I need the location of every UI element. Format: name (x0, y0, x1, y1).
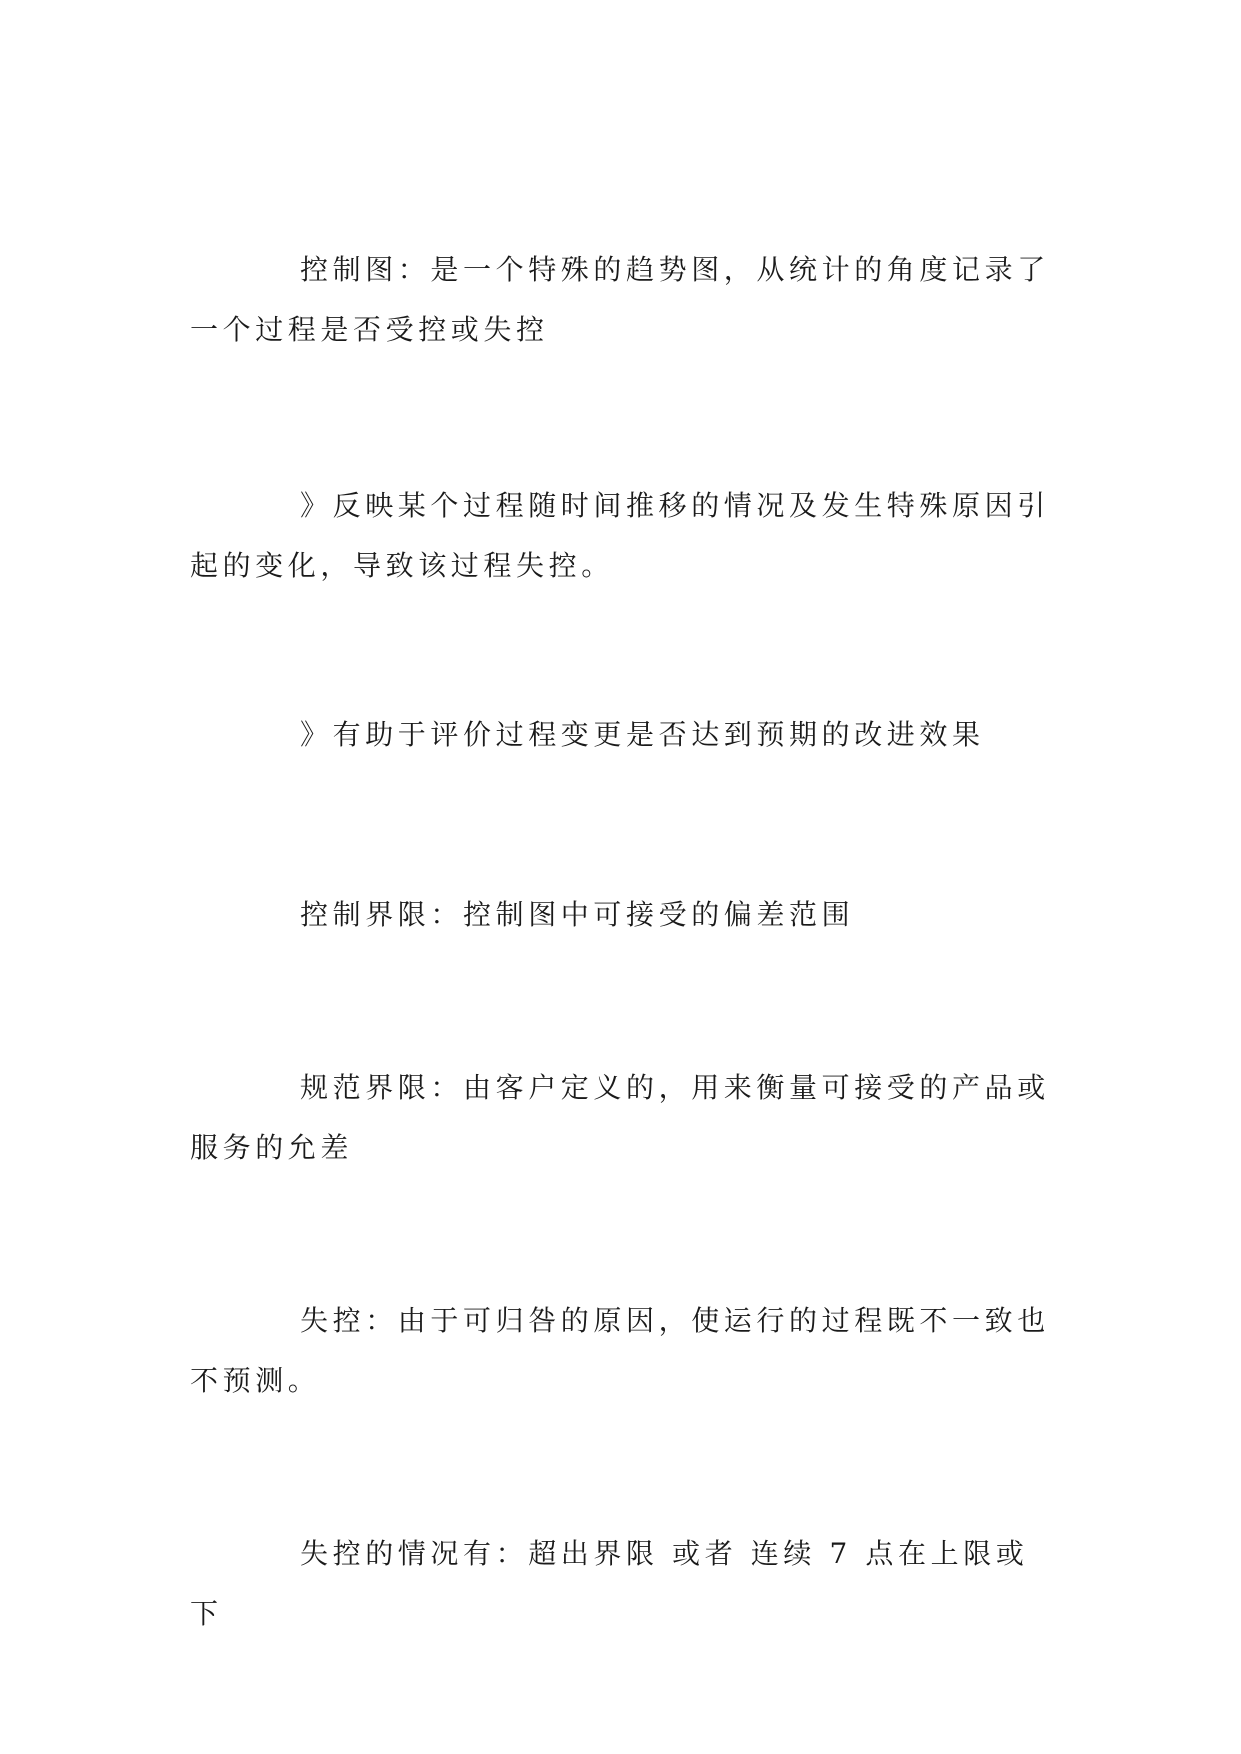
paragraph-reflects-process: 》反映某个过程随时间推移的情况及发生特殊原因引起的变化，导致该过程失控。 (190, 489, 1050, 582)
paragraph-control-limits: 控制界限：控制图中可接受的偏差范围 (300, 898, 855, 931)
paragraph-evaluate-change: 》有助于评价过程变更是否达到预期的改进效果 (300, 718, 985, 751)
paragraph-specification-limits: 规范界限：由客户定义的，用来衡量可接受的产品或服务的允差 (190, 1071, 1050, 1164)
paragraph-out-of-control: 失控：由于可归咎的原因，使运行的过程既不一致也不预测。 (190, 1304, 1050, 1397)
paragraph-control-chart-definition: 控制图：是一个特殊的趋势图，从统计的角度记录了一个过程是否受控或失控 (190, 253, 1050, 346)
paragraph-out-of-control-cases: 失控的情况有：超出界限 或者 连续 7 点在上限或下 (190, 1537, 1029, 1630)
